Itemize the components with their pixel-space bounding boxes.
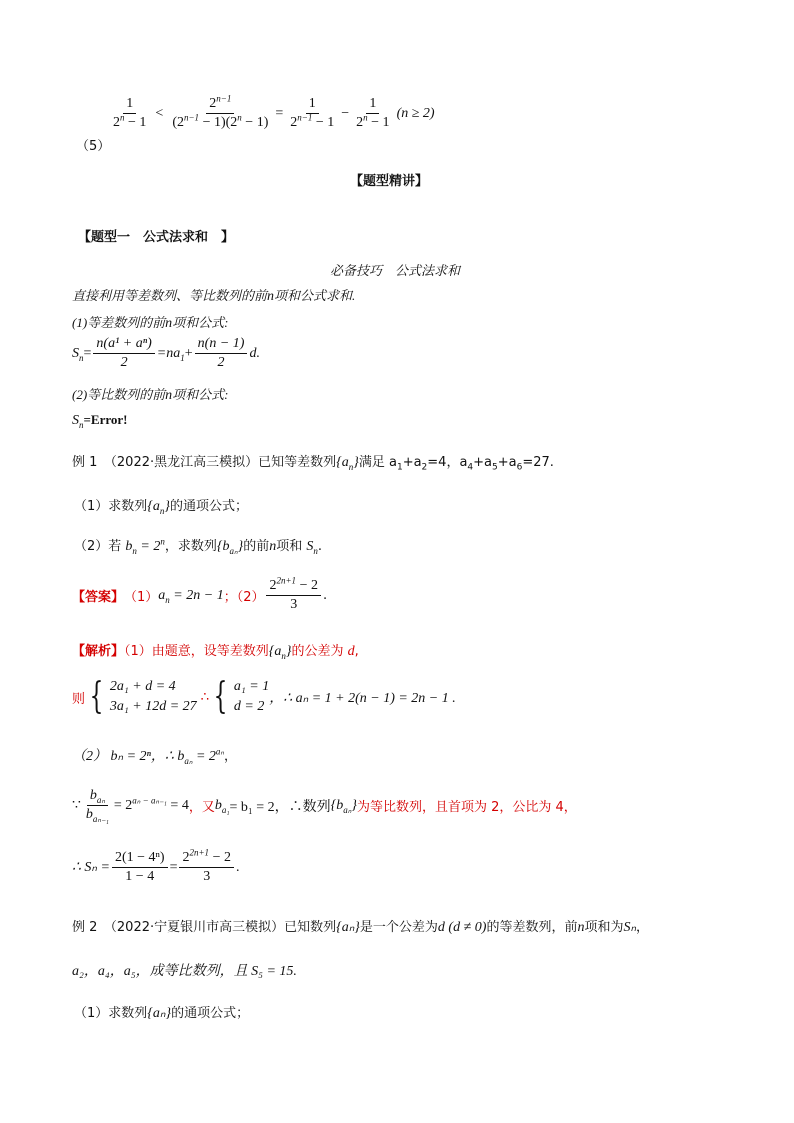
sum-frac2: $\frac{2^{2n+1} - 2}{3}$ (179, 850, 233, 885)
type-one-heading: 【题型一 公式法求和 】 (78, 230, 235, 245)
section-heading: 【题型精讲】 (350, 174, 429, 189)
item5-formula: $\frac{1}{2^n - 1}$ < $\frac{2^{n-1}}{(2^{n-1} - 1)(2^n - 1)}$ = $\frac{1}{2^{n-1} - 1}$ − $\frac{1}{2^n - 1}$ (n ≥ 2) (108, 96, 435, 131)
analysis-system: 则 { 2a₁ + d = 4 3a₁ + 12d = 27 ∴ { a₁ = 1 d = 2 ，∴ aₙ = 1 + 2(n − 1) = 2n − 1 . (72, 676, 456, 718)
analysis-ratio: ∵ $\frac{b_{a_n}}{b_{a_{n-1}}}$ = $2^{a_n - a_{n-1}} = 4$ ，又 $b_{a_1}$ = b₁ = 2，∴数列 $\{b_{a_n}\}$ 为等比数列，且首项为 2，公比为 4， (72, 788, 577, 824)
system-1: { 2a₁ + d = 4 3a₁ + 12d = 27 (89, 676, 197, 718)
item5-frac1: $\frac{1}{2^n - 1}$ (113, 96, 147, 131)
analysis-sum: ∴ Sₙ = $\frac{\text{2(1 − 4ⁿ)}}{1 - 4}$ = $\frac{2^{2n+1} - 2}{3}$ . (72, 847, 240, 885)
answer-line: 【答案】 （1） $a_n = 2n - 1$ ；（2） $\frac{2^{2n+1} - 2}{3}$ . (72, 575, 328, 613)
item5-frac4: $\frac{1}{2^n - 1}$ (356, 96, 390, 131)
arith-frac1: $\frac{\text{n(a¹ + aⁿ)}}{2}$ (93, 336, 154, 371)
example1-statement: 例 1 （2022·黑龙江高三模拟）已知等差数列$\{a_n\}$满足 $a_1+a_2=4$，$a_4+a_5+a_6=27$. (72, 455, 554, 473)
ratio-frac: $\frac{b_{a_n}}{b_{a_{n-1}}}$ (85, 788, 109, 824)
item5-label: （5） (76, 139, 111, 154)
skill-intro: 直接利用等差数列、等比数列的前n项和公式求和. (72, 288, 356, 304)
geo-formula: $S_n=Error$! (72, 412, 128, 430)
arith-formula: $S_n$ = $\frac{\text{n(a¹ + aⁿ)}}{2}$ $=na_1$ + $\frac{n(n - 1)}{2}$ d. (72, 336, 260, 371)
example1-q1: （1）求数列$\{a_n\}$的通项公式； (74, 499, 249, 516)
skill-title: 必备技巧 公式法求和 (330, 263, 461, 278)
item5-frac2: $\frac{2^{n-1}}{(2^{n-1} - 1)(2^n - 1)}$ (172, 93, 269, 131)
example2-q1: （1）求数列{aₙ}的通项公式； (74, 1006, 250, 1021)
item5-frac3: $\frac{1}{2^{n-1} - 1}$ (290, 96, 335, 131)
skill-p2: (2)等比数列的前n项和公式: (72, 387, 229, 403)
answer-frac: $\frac{2^{2n+1} - 2}{3}$ (266, 578, 320, 613)
example2-line2: a₂，a₄，a₅，成等比数列，且 S₅ = 15. (72, 964, 297, 979)
arith-frac2: $\frac{n(n - 1)}{2}$ (195, 336, 248, 371)
skill-p1: (1)等差数列的前n项和公式: (72, 315, 229, 331)
analysis-line3: （2） bₙ = 2ⁿ，∴ $b_{a_n} = 2^{a_n}$， (72, 746, 237, 766)
analysis-line1: 【解析】（1）由题意，设等差数列$\{a_n\}$的公差为 d, (72, 644, 359, 661)
example2-statement: 例 2 （2022·宁夏银川市高三模拟）已知数列{aₙ}是一个公差为d (d ≠ 0)的等差数列，前n项和为Sₙ， (72, 920, 650, 935)
system-2: { a₁ = 1 d = 2 (213, 676, 270, 718)
example1-q2: （2）若 $b_n = 2^n$，求数列$\{b_{a_n}\}$的前n项和 $S_n$. (74, 536, 322, 556)
sum-frac1: $\frac{\text{2(1 − 4ⁿ)}}{1 - 4}$ (112, 850, 168, 885)
